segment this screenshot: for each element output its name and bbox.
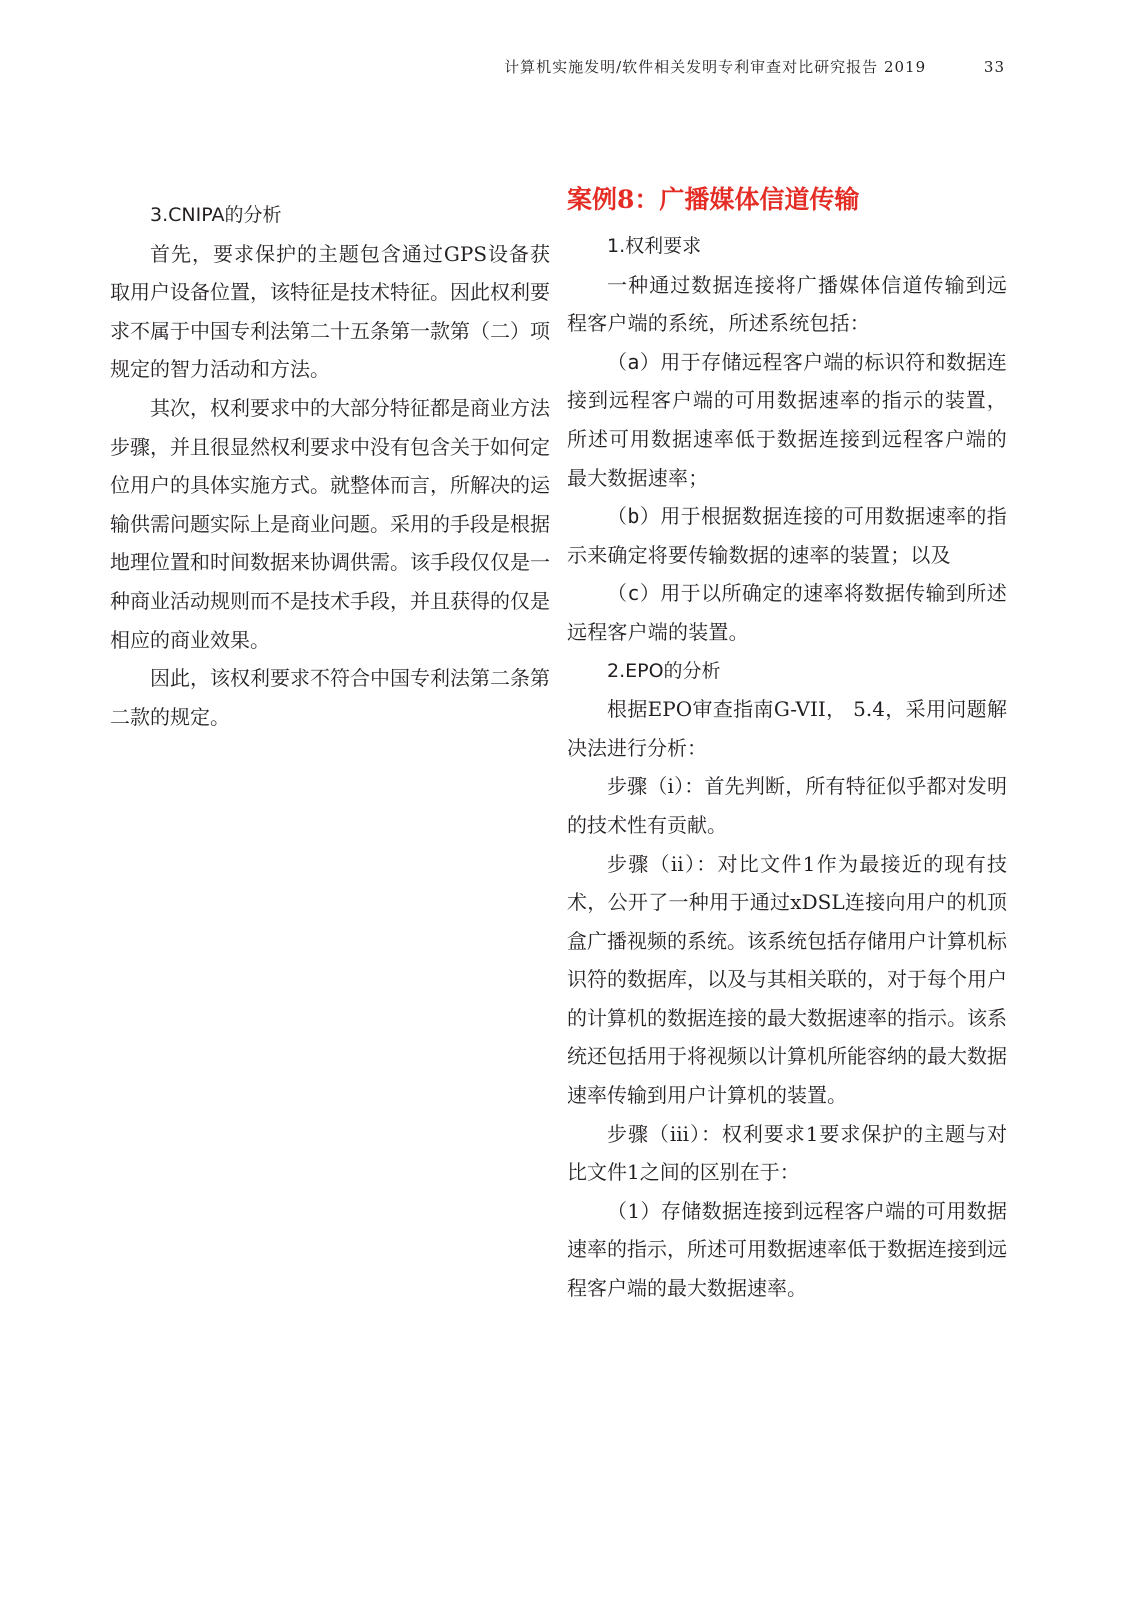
- case-title: 案例8：广播媒体信道传输: [567, 185, 860, 214]
- paragraph: 其次，权利要求中的大部分特征都是商业方法步骤，并且很显然权利要求中没有包含关于如何定位用户的具体实施方式。就整体而言，所解决的运输供需问题实际上是商业问题。采用的手段是根据地理位置和时间数据来协调供需。该手段仅仅是一种商业活动规则而不是技术手段，并且获得的仅是相应的商业效果。: [110, 395, 550, 652]
- section-heading-claims: 1.权利要求: [607, 235, 702, 257]
- paragraph: 首先，要求保护的主题包含通过GPS设备获取用户设备位置，该特征是技术特征。因此权利要求不属于中国专利法第二十五条第一款第（二）项规定的智力活动和方法。: [110, 241, 550, 382]
- claim-paragraph: 一种通过数据连接将广播媒体信道传输到远程客户端的系统，所述系统包括：: [567, 272, 1007, 336]
- paragraph: 根据EPO审查指南G-VII， 5.4，采用问题解决法进行分析：: [567, 697, 1007, 760]
- paragraph: 步骤（iii）：权利要求1要求保护的主题与对比文件1之间的区别在于：: [567, 1121, 1007, 1185]
- header-title: 计算机实施发明/软件相关发明专利审查对比研究报告 2019: [504, 58, 927, 76]
- running-header: [504, 56, 1005, 77]
- right-column: [567, 183, 1007, 1308]
- page-number: 33: [983, 58, 1005, 76]
- paragraph: 步骤（i）：首先判断，所有特征似乎都对发明的技术性有贡献。: [567, 774, 1007, 837]
- paragraph: 因此，该权利要求不符合中国专利法第二条第二款的规定。: [110, 666, 550, 729]
- claim-paragraph: （b）用于根据数据连接的可用数据速率的指示来确定将要传输数据的速率的装置；以及: [567, 504, 1007, 567]
- claim-paragraph: （a）用于存储远程客户端的标识符和数据连接到远程客户端的可用数据速率的指示的装置，所述可用数据速率低于数据连接到远程客户端的最大数据速率；: [567, 349, 1007, 490]
- left-column: [110, 196, 550, 736]
- claim-paragraph: （c）用于以所确定的速率将数据传输到所述远程客户端的装置。: [567, 581, 1007, 644]
- paragraph: （1）存储数据连接到远程客户端的可用数据速率的指示，所述可用数据速率低于数据连接到远程客户端的最大数据速率。: [567, 1198, 1007, 1301]
- paragraph: 步骤（ii）：对比文件1作为最接近的现有技术，公开了一种用于通过xDSL连接向用户的机顶盒广播视频的系统。该系统包括存储用户计算机标识符的数据库，以及与其相关联的，对于每个用户的计算机的数据连接的最大数据速率的指示。该系统还包括用于将视频以计算机所能容纳的最大数据速率传输到用户计算机的装置。: [567, 851, 1007, 1108]
- section-heading-epo: 2.EPO的分析: [607, 659, 721, 682]
- section-heading-cnipa: 3.CNIPA的分析: [150, 204, 282, 226]
